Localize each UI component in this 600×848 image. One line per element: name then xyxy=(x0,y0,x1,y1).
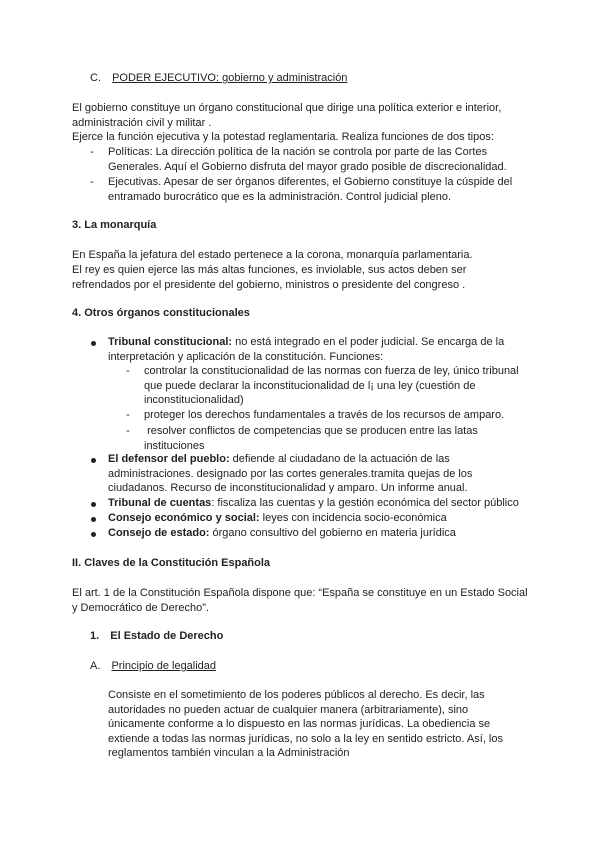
tc-function-3: resolver conflictos de competencias que se producen entre las latas instituciones xyxy=(144,425,481,452)
dash-icon: - xyxy=(90,176,94,188)
ces-text: leyes con incidencia socio-económica xyxy=(259,512,447,524)
section-c-heading xyxy=(90,71,347,86)
ce-text: órgano consultivo del gobierno en materia jurídica xyxy=(209,527,456,539)
tcu-label: Tribunal de cuentas xyxy=(108,497,212,509)
dp-label: El defensor del pueblo: xyxy=(108,453,230,465)
otros-organos-heading: 4. Otros órganos constitucionales xyxy=(72,307,250,319)
bullet-icon xyxy=(91,532,96,537)
principio-title: Principio de legalidad xyxy=(111,660,217,672)
ces-label: Consejo económico y social: xyxy=(108,512,260,524)
tc-text: no está integrado en el poder judicial. Se encarga de la interpretación y aplicación de la constitución. Funciones: xyxy=(108,336,505,363)
principio-legalidad-heading xyxy=(90,659,216,674)
list-item-politicas: Políticas: La dirección política de la nación se controla por parte de las Cortes Generales. Aquí el Gobierno disfruta del mayor grado posible de discrecionalidad. xyxy=(108,146,507,173)
monarquia-paragraph-1: En España la jefatura del estado pertenece a la corona, monarquía parlamentaria. xyxy=(72,249,473,261)
bullet-icon xyxy=(91,502,96,507)
estado-derecho-heading xyxy=(90,629,223,644)
estado-derecho-number: 1. xyxy=(90,630,100,642)
list-item-consejo-estado xyxy=(108,526,548,541)
bullet-icon xyxy=(91,458,96,463)
bullet-icon xyxy=(91,517,96,522)
tc-label: Tribunal constitucional: xyxy=(108,336,233,348)
tc-function-2: proteger los derechos fundamentales a través de los recursos de amparo. xyxy=(144,409,505,421)
ce-label: Consejo de estado: xyxy=(108,527,210,539)
dash-icon: - xyxy=(126,409,130,421)
dash-icon: - xyxy=(90,146,94,158)
principio-paragraph: Consiste en el sometimiento de los poderes públicos al derecho. Es decir, las autoridades no pueden actuar de cualquier manera (arbitrariamente), sino únicamente conforme a lo dispuesto en las normas jurídicas. La obediencia se extiende a todas las normas jurídicas, no solo a la ley en sentido estricto. Así, los reglamentos también vinculan a la Administración xyxy=(108,689,503,759)
tc-function-1: controlar la constitucionalidad de las normas con fuerza de ley, único tribunal que puede declarar la inconstitucionalidad de l¡ una ley (cuestión de inconstitucionalidad) xyxy=(144,365,519,406)
monarquia-heading: 3. La monarquía xyxy=(72,219,157,231)
section-c-letter: C. xyxy=(90,72,101,84)
list-item-tribunal-constitucional xyxy=(108,335,528,364)
principio-letter: A. xyxy=(90,660,101,672)
ejecutivo-paragraph-1: El gobierno constituye un órgano constitucional que dirige una política exterior e interior, administración civil y militar . xyxy=(72,102,502,129)
list-item-defensor-pueblo xyxy=(108,452,488,496)
list-item-consejo-economico xyxy=(108,511,548,526)
list-item-ejecutivas: Ejecutivas. Apesar de ser órganos diferentes, el Gobierno constituye la cúspide del entramado burocrático que es la administración. Control judicial pleno. xyxy=(108,176,513,203)
section-c-title: PODER EJECUTIVO: gobierno y administración xyxy=(112,72,348,84)
dp-text: defiende al ciudadano de la actuación de las administraciones. designado por las cortes generales.tramita quejas de los ciudadanos. Recurso de inconstitucionalidad y amparo. Un informe anual. xyxy=(108,453,473,494)
bullet-icon xyxy=(91,341,96,346)
list-item-tribunal-cuentas xyxy=(108,496,548,511)
estado-derecho-title: El Estado de Derecho xyxy=(110,630,224,642)
dash-icon: - xyxy=(126,365,130,377)
monarquia-paragraph-2: El rey es quien ejerce las más altas funciones, es inviolable, sus actos deben ser refrendados por el presidente del gobierno, ministros o presidente del congreso . xyxy=(72,264,467,291)
dash-icon: - xyxy=(126,425,130,437)
claves-paragraph: El art. 1 de la Constitución Española dispone que: “España se constituye en un Estado Social y Democrático de Derecho”. xyxy=(72,587,528,614)
ejecutivo-paragraph-2: Ejerce la función ejecutiva y la potestad reglamentaria. Realiza funciones de dos tipos: xyxy=(72,131,494,143)
claves-heading: II. Claves de la Constitución Española xyxy=(72,557,271,569)
tcu-text: : fiscaliza las cuentas y la gestión económica del sector público xyxy=(211,497,519,509)
